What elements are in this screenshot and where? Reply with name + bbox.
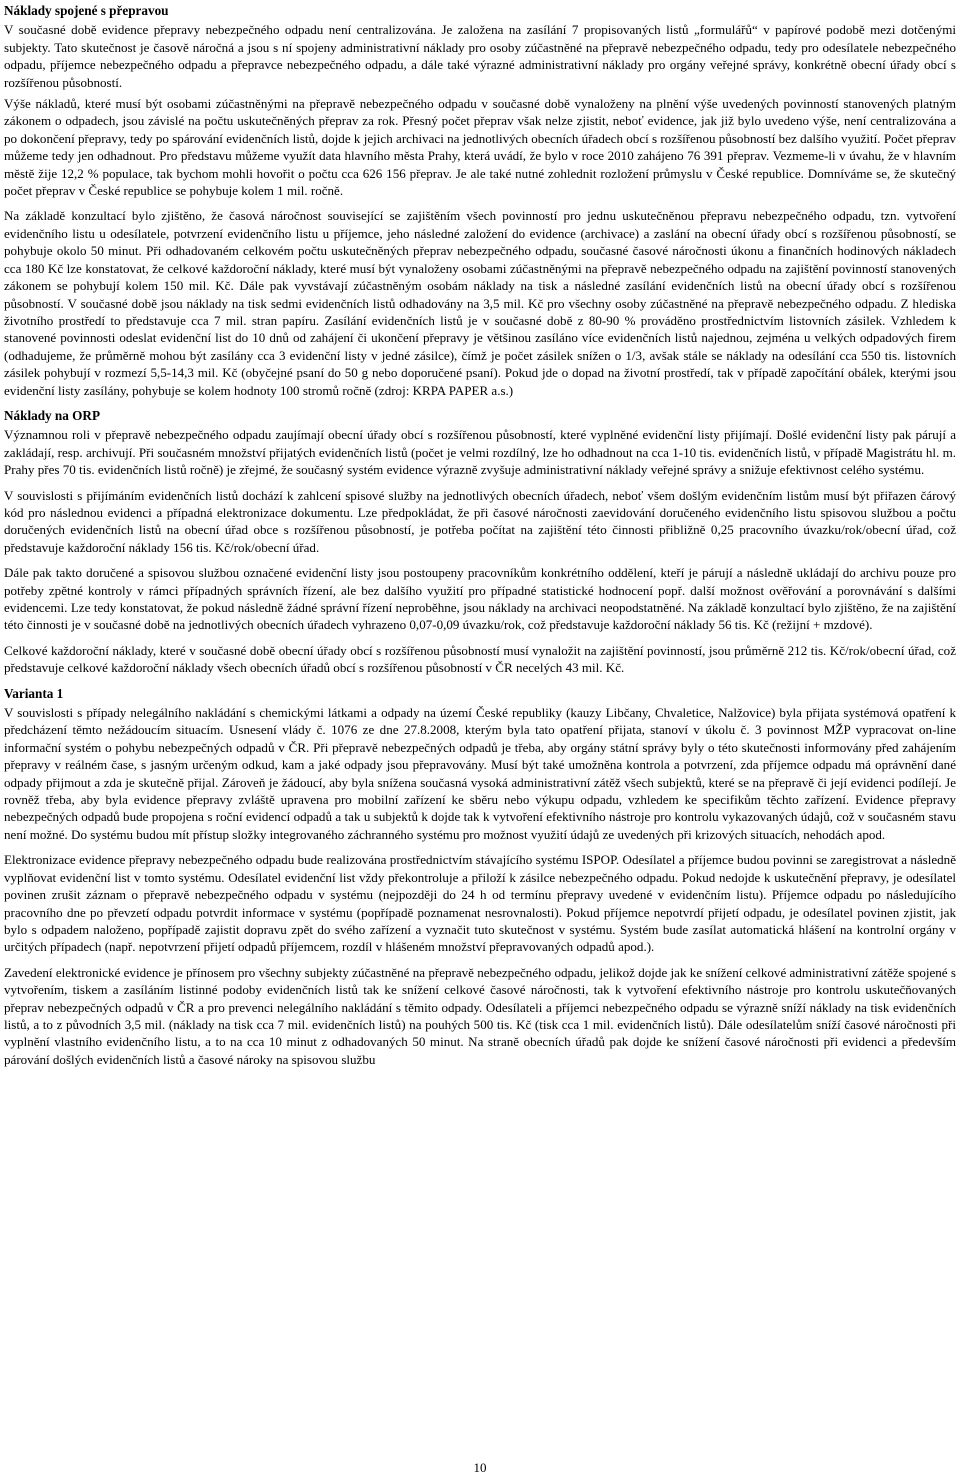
- paragraph: V souvislosti s případy nelegálního nakládání s chemickými látkami a odpady na území České republiky (kauzy Libčany, Chvaletice, Nalžovice) byla přijata systémová opatření k předcházení těmto nežádoucím situacím. Usnesení vlády č. 1076 ze dne 27.8.2008, kterým byla tato opatření přijata, stanoví v úkolu č. 3 povinnost MŽP vypracovat on-line informační systém o pohybu nebezpečných odpadů v ČR. Při přepravě nebezpečných odpadů je třeba, aby orgány státní správy byly o této skutečnosti informovány před zahájením přepravy v reálném čase, s jasným určeným odkud, kam a jaké odpady jsou přepravovány. Musí být také umožněna kontrola a potvrzení, zda příjemce odpadu má oprávnění dané odpady přijmout a zda je skutečně přijal. Zároveň je žádoucí, aby byla snížena současná vysoká administrativní zátěž všech subjektů, které se na přepravě či její evidenci podílejí. Je rovněž třeba, aby byla evidence přepravy zvláště upravena pro mobilní zařízení ke sběru nebo výkupu odpadu, vzhledem ke specifikům těchto zařízení. Evidence přepravy nebezpečných odpadů bude propojena s roční evidencí odpadů a tak u subjektů k dojde tak k vytvoření efektivního nástroje pro kontrolu vykazovaných údajů, což v současném stavu není možné. Do systému budou mít přístup složky integrovaného záchranného systému pro možnost využití údajů ze uvedených při krizových situacích, nehodách apod.: [4, 705, 956, 842]
- paragraph: Významnou roli v přepravě nebezpečného odpadu zaujímají obecní úřady obcí s rozšířenou působností, které vyplněné evidenční listy přijímají. Došlé evidenční listy pak párují a zakládají, resp. archivují. Při současném množství přijatých evidenčních listů (počet je velmi rozdílný, lze ho odhadnout na cca 1-10 tis. evidenčních listů, v případě Magistrátu hl. m. Prahy přes 70 tis. evidenčních listů ročně) je zřejmé, že současný systém evidence výrazně zvyšuje administrativní náklady veřejné správy a snižuje efektivnost celého systému.: [4, 427, 956, 478]
- paragraph: Na základě konzultací bylo zjištěno, že časová náročnost související se zajištěním všech povinností pro jednu uskutečněnou přepravu nebezpečného odpadu, tzn. vytvoření evidenčního listu u odesílatele, potvrzení evidenčního listu u příjemce, jeho následné založení do evidence (archivace) a zaslání na obecní úřady obcí s rozšířenou působností, se pohybuje okolo 50 minut. Při odhadovaném celkovém počtu uskutečněných přeprav nebezpečného odpadu, současné časové náročnosti úkonu a finančních hodinových nákladech cca 180 Kč lze konstatovat, že celkové každoroční náklady, které musí být vynaloženy osobami zúčastněnými na přepravě nebezpečného odpadu na zajištění povinností stanovených zákonem se pohybují kolem 150 mil. Kč. Dále pak vyvstávají zúčastněným osobám náklady na tisk a následné zasílání evidenčních listů na obecní úřady obcí s rozšířenou působností. V současné době jsou náklady na tisk sedmi evidenčních listů odhadovány na 3,5 mil. Kč pro všechny osoby zúčastněné na přepravě nebezpečného odpadu. Z hlediska životního prostředí to představuje cca 7 mil. stran papíru. Zasílání evidenčních listů je v současné době z 80-90 % prováděno prostřednictvím listovních zásilek. Vzhledem k stanovené povinnosti odeslat evidenční list do 10 dnů od zahájení či ukončení přepravy je většinou zasíláno více evidenčních listů najednou, zejména u velkých odpadových firem (odhadujeme, že průměrně mohou být zasílány cca 3 evidenční listy v jedné zásilce), čímž je počet zásilek snížen o 1/3, avšak stále se náklady na odesílání cca 550 tis. listovních zásilek pohybují v rozmezí 5,5-14,3 mil. Kč (obyčejné psaní do 50 g nebo doporučené psaní). Pokud jde o dopad na životní prostředí, tak v případě započítání obálek, kterými jsou evidenční listy zasílány, pohybuje se kolem hodnoty 100 stromů ročně (zdroj: KRPA PAPER a.s.): [4, 208, 956, 398]
- paragraph: Výše nákladů, které musí být osobami zúčastněnými na přepravě nebezpečného odpadu v současné době vynaloženy na plnění výše uvedených povinností stanovených platným zákonem o odpadech, jsou závislé na počtu uskutečněných přeprav za rok. Přesný počet přeprav však nelze zjistit, neboť evidence, jak již bylo uvedeno výše, není centralizována a po dokončení přepravy, tedy po spárování evidenčních listů, dojde k jejich archivaci na jednotlivých obecních úřadech obcí s rozšířenou působností bez dalšího využití. Počet přeprav můžeme tedy jen odhadnout. Pro představu můžeme využít data hlavního města Prahy, která uvádí, že bylo v roce 2010 zahájeno 76 391 přeprav. Vezmeme-li v úvahu, že v hlavním městě žije 12,2 % populace, tak bychom mohli hovořit o počtu cca 626 156 přeprav. Je ale také nutné zohlednit rozložení průmyslu v České republice. Domníváme se, že skutečný počet přeprav v České republice se pohybuje kolem 1 mil. ročně.: [4, 96, 956, 199]
- paragraph: Elektronizace evidence přepravy nebezpečného odpadu bude realizována prostřednictvím stávajícího systému ISPOP. Odesílatel a příjemce budou povinni se zaregistrovat a následně vyplňovat evidenční list v tomto systému. Odesílatel evidenční list vždy překontroluje a přiloží k zásilce nebezpečného odpadu. Pokud nedojde k uskutečnění přepravy, je odesílatel povinen zrušit záznam o přepravě nebezpečného odpadu v systému (nejpozději do 24 h od termínu přepravy uvedené v evidenčním listu). Příjemce odpadu po následujícího pracovního dne po převzetí odpadu potvrdit informace v systému (popřípadě poznamenat nesrovnalosti). Pokud příjemce nepotvrdí přijetí odpadu, je odesílatel povinen zjistit, jak bylo s odpadem naloženo, popřípadě zajistit dopravu zpět do svého zařízení a vyznačit tuto skutečnost v systému. Systém bude zasílat automatická hlášení na kontrolní orgány v určitých případech (např. nepotvrzení přijetí odpadů příjemcem, rozdíl v hlášeném množství přepravovaných odpadů apod.).: [4, 852, 956, 955]
- page-number: 10: [473, 1460, 487, 1475]
- paragraph: V současné době evidence přepravy nebezpečného odpadu není centralizována. Je založena na zasílání 7 propisovaných listů „formulářů“ v papírové podobě mezi dotčenými subjekty. Tato skutečnost je časově náročná a jsou s ní spojeny administrativní náklady pro osoby zúčastněné na přepravě nebezpečného odpadu, tedy pro odesílatele nebezpečného odpadu, příjemce nebezpečného odpadu a přepravce nebezpečného odpadu, a dále také výrazné administrativní náklady pro orgány veřejné správy, konkrétně obecní úřady obcí s rozšířenou působností.: [4, 22, 956, 90]
- variant-heading: Varianta 1: [4, 685, 64, 701]
- orp-heading: Náklady na ORP: [4, 407, 100, 423]
- paragraph: Celkové každoroční náklady, které v současné době obecní úřady obcí s rozšířenou působností musí vynaložit na zajištění povinností, jsou průměrně 212 tis. Kč/rok/obecní úřad, což představuje celkové každoroční náklady všech obecních úřadů obcí s rozšířenou působností v ČR necelých 43 mil. Kč.: [4, 642, 956, 676]
- paragraph: V souvislosti s přijímáním evidenčních listů dochází k zahlcení spisové služby na jednotlivých obecních úřadech, neboť všem došlým evidenčním listům musí být přiřazen čárový kód pro následnou evidenci a případná elektronizace dokumentu. Lze předpokládat, že při časové náročnosti zaevidování doručeného evidenčního listu spisovou službou a počtu doručených evidenčních listů na obecní úřad obce s rozšířenou působností, je potřeba počítat na zajištění této činnosti přibližně 0,25 pracovního úvazku/rok/obecní úřad, což představuje každoroční náklady 156 tis. Kč/rok/obecní úřad.: [4, 487, 956, 555]
- paragraph: Zavedení elektronické evidence je přínosem pro všechny subjekty zúčastněné na přepravě nebezpečného odpadu, jelikož dojde jak ke snížení celkové administrativní zátěže spojené s vytvořením, tiskem a zasíláním listinné podoby evidenčních listů tak ke snížení celkové časové náročnosti, tak k vytvoření efektivního nástroje pro kontrolu uskutečňovaných přeprav nebezpečných odpadů v ČR a pro prevenci nelegálního nakládání s těmito odpady. Odesílateli a příjemci nebezpečného odpadu se výrazně sníží náklady na tisk evidenčních listů, a to z původních 3,5 mil. (náklady na tisk cca 7 mil. evidenčních listů) na pouhých 500 tis. Kč (tisk cca 1 mil. evidenčních listů). Dále odesílatelům sníží časové náročnosti při vyplnění vlastního evidenčního listu, a to na cca 10 minut z odhadovaných 50 minut. Na straně obecních úřadů pak dojde ke snížení časové náročnosti při evidenci a především párování došlých evidenčních listů a časové nároky na spisovou službu: [4, 964, 956, 1067]
- paragraph: Dále pak takto doručené a spisovou službou označené evidenční listy jsou postoupeny pracovníkům konkrétního oddělení, kteří je párují a následně ukládají do archivu pouze pro potřeby zpětné kontroly v rámci případných správních řízení, ale bez dalšího využití pro případné statistické hodnocení popř. další možnost ověřování a porovnávání s dalšími evidencemi. Lze tedy konstatovat, že pokud následně žádné správní řízení neproběhne, jsou náklady na archivaci neopodstatněné. Na základě konzultací bylo zjištěno, že na zajištění této činnosti je v současné době na jednotlivých obecních úřadech vyhrazeno 0,07-0,09 úvazku/rok, což představuje každoroční náklady 56 tis. Kč (režijní + mzdové).: [4, 565, 956, 633]
- section-heading: Náklady spojené s přepravou: [4, 3, 169, 18]
